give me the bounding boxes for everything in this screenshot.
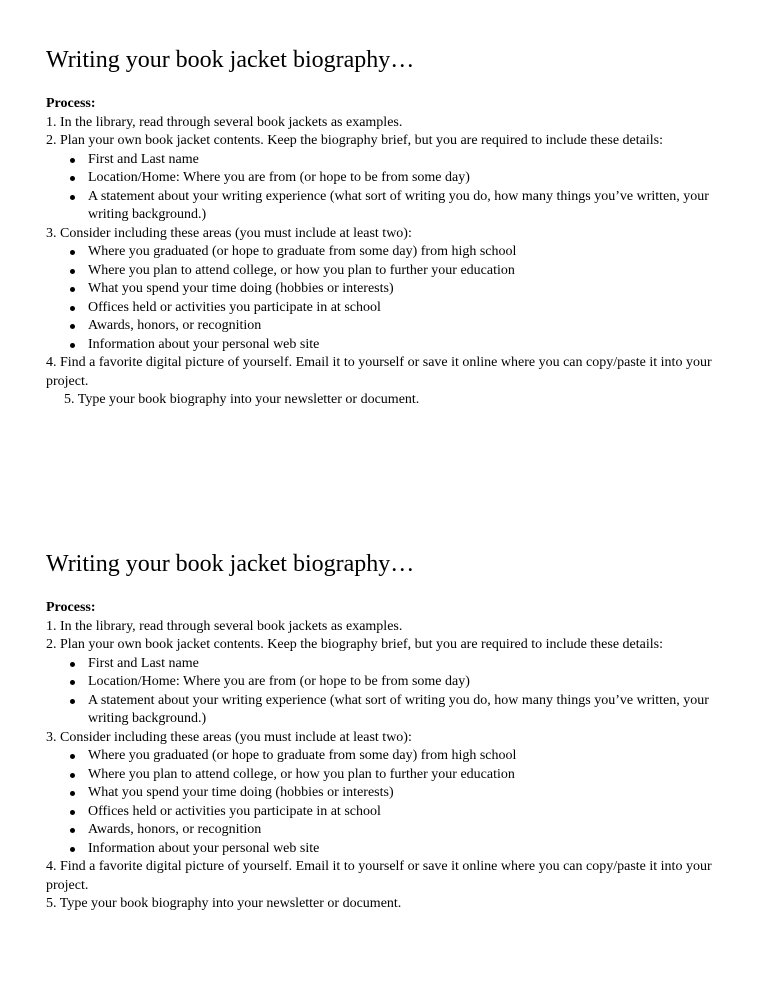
list-item: Location/Home: Where you are from (or hope to be from some day)	[46, 673, 726, 692]
step-5: 5. Type your book biography into your newsletter or document.	[46, 896, 402, 911]
step-2: 2. Plan your own book jacket contents. Keep the biography brief, but you are required to include these details:	[46, 637, 663, 652]
handout-section-2	[46, 550, 726, 914]
list-item: First and Last name	[46, 655, 726, 674]
bullet-icon	[70, 269, 75, 274]
bullet-icon	[70, 287, 75, 292]
list-item: Where you plan to attend college, or how you plan to further your education	[46, 262, 726, 281]
list-item: Information about your personal web site	[46, 840, 726, 859]
step-3: 3. Consider including these areas (you must include at least two):	[46, 729, 412, 745]
bullet-icon	[70, 810, 75, 815]
list-item: Awards, honors, or recognition	[46, 821, 726, 840]
list-item: Offices held or activities you participate in at school	[46, 299, 726, 318]
bullet-icon	[70, 847, 75, 852]
page-title: Writing your book jacket biography…	[46, 551, 415, 577]
bullet-icon	[70, 158, 75, 163]
bullet-icon	[70, 176, 75, 181]
bullet-icon	[70, 680, 75, 685]
optional-areas-list	[46, 243, 726, 354]
bullet-icon	[70, 250, 75, 255]
list-item: Where you graduated (or hope to graduate from some day) from high school	[46, 243, 726, 262]
handout-section-1	[46, 46, 726, 410]
list-item: A statement about your writing experience (what sort of writing you do, how many things you’ve written, your writing background.)	[46, 692, 726, 729]
bullet-icon	[70, 306, 75, 311]
required-details-list	[46, 655, 726, 729]
bullet-icon	[70, 754, 75, 759]
process-label: Process:	[46, 600, 96, 615]
bullet-icon	[70, 773, 75, 778]
step-2: 2. Plan your own book jacket contents. Keep the biography brief, but you are required to include these details:	[46, 133, 663, 148]
bullet-icon	[70, 324, 75, 329]
bullet-icon	[70, 343, 75, 348]
bullet-icon	[70, 195, 75, 200]
bullet-icon	[70, 828, 75, 833]
step-5: 5. Type your book biography into your newsletter or document.	[64, 392, 420, 407]
process-label: Process:	[46, 96, 96, 111]
list-item: Information about your personal web site	[46, 336, 726, 355]
list-item: Location/Home: Where you are from (or hope to be from some day)	[46, 169, 726, 188]
list-item: Offices held or activities you participate in at school	[46, 803, 726, 822]
list-item: A statement about your writing experience (what sort of writing you do, how many things you’ve written, your writing background.)	[46, 188, 726, 225]
list-item: Awards, honors, or recognition	[46, 317, 726, 336]
step-1: 1. In the library, read through several book jackets as examples.	[46, 618, 403, 634]
bullet-icon	[70, 662, 75, 667]
page-title: Writing your book jacket biography…	[46, 47, 415, 73]
step-4: 4. Find a favorite digital picture of yourself. Email it to yourself or save it online where you can copy/paste it into your project.	[46, 859, 712, 893]
list-item: What you spend your time doing (hobbies or interests)	[46, 280, 726, 299]
optional-areas-list	[46, 747, 726, 858]
step-4: 4. Find a favorite digital picture of yourself. Email it to yourself or save it online where you can copy/paste it into your project.	[46, 355, 712, 389]
list-item: Where you plan to attend college, or how you plan to further your education	[46, 766, 726, 785]
step-3: 3. Consider including these areas (you must include at least two):	[46, 225, 412, 241]
bullet-icon	[70, 699, 75, 704]
list-item: What you spend your time doing (hobbies or interests)	[46, 784, 726, 803]
bullet-icon	[70, 791, 75, 796]
step-1: 1. In the library, read through several book jackets as examples.	[46, 114, 403, 130]
list-item: First and Last name	[46, 151, 726, 170]
list-item: Where you graduated (or hope to graduate from some day) from high school	[46, 747, 726, 766]
required-details-list	[46, 151, 726, 225]
